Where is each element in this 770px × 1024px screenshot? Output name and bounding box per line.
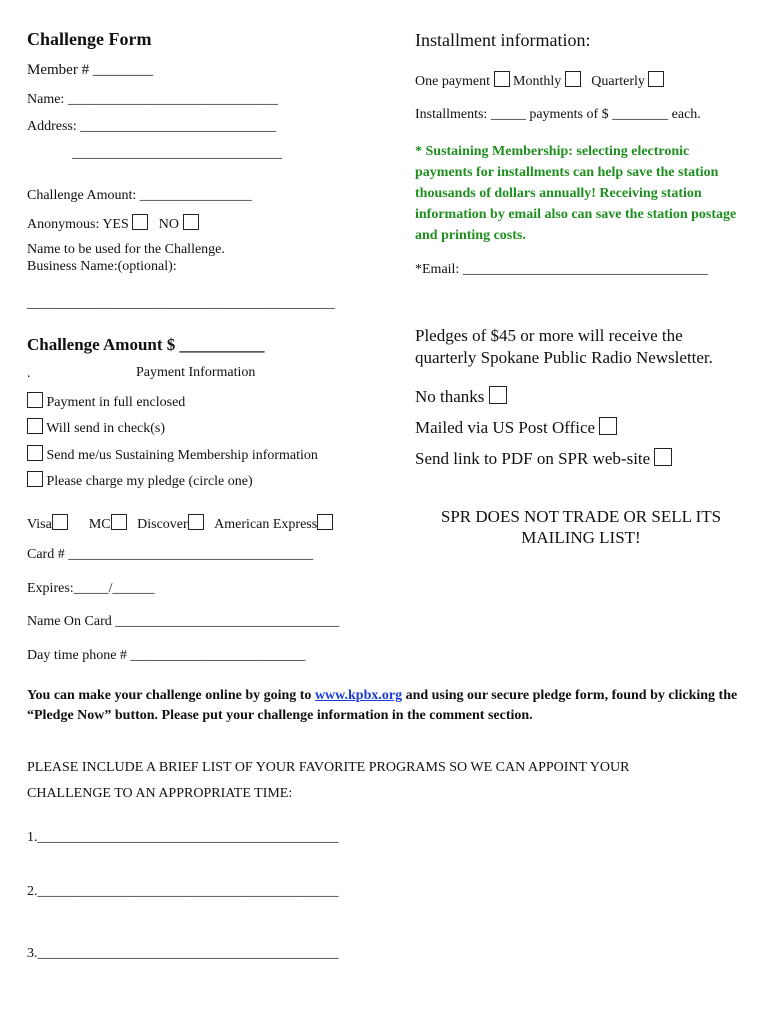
name-field[interactable]: Name: ______________________________: [27, 92, 278, 107]
sustaining-info-checkbox[interactable]: [27, 445, 43, 461]
anonymous-yes-checkbox[interactable]: [132, 214, 148, 230]
privacy-notice: SPR DOES NOT TRADE OR SELL ITS MAILING LIST!: [440, 507, 722, 547]
payment-option-label: Payment in full enclosed: [46, 395, 186, 410]
business-name-label: Business Name:(optional):: [27, 259, 177, 274]
quarterly-checkbox[interactable]: [648, 71, 664, 87]
charge-pledge-checkbox[interactable]: [27, 471, 43, 487]
payment-option: [27, 418, 165, 437]
programs-instruction-line2: CHALLENGE TO AN APPROPRIATE TIME:: [27, 786, 293, 801]
one-payment-label: One payment: [415, 74, 491, 89]
mailed-label: Mailed via US Post Office: [415, 418, 596, 437]
anonymous-yes-label: Anonymous: YES: [27, 217, 129, 232]
visa-checkbox[interactable]: [52, 514, 68, 530]
daytime-phone-field[interactable]: Day time phone # _________________________: [27, 648, 306, 663]
amex-label: American Express: [214, 517, 318, 532]
payment-option-label: Send me/us Sustaining Membership information: [46, 448, 318, 463]
discover-label: Discover: [137, 517, 188, 532]
payment-info-heading: Payment Information: [136, 365, 256, 380]
programs-instruction-line1: PLEASE INCLUDE A BRIEF LIST OF YOUR FAVORITE PROGRAMS SO WE CAN APPOINT YOUR: [27, 760, 630, 775]
send-link-row: [415, 448, 672, 469]
payment-option: [27, 471, 253, 490]
send-check-checkbox[interactable]: [27, 418, 43, 434]
payment-frequency-row: [415, 71, 664, 90]
name-used-label: Name to be used for the Challenge.: [27, 242, 225, 257]
business-name-line[interactable]: ____________________________________________: [27, 296, 335, 311]
anonymous-no-checkbox[interactable]: [183, 214, 199, 230]
mc-label: MC: [88, 517, 111, 532]
name-on-card-field[interactable]: Name On Card ________________________________: [27, 614, 340, 629]
payment-option: [27, 392, 185, 411]
online-challenge-note: [27, 686, 742, 726]
discover-checkbox[interactable]: [188, 514, 204, 530]
anonymous-no-label: NO: [158, 217, 180, 232]
expires-field[interactable]: Expires:_____/______: [27, 581, 155, 596]
installment-title: Installment information:: [415, 30, 591, 50]
monthly-label: Monthly: [513, 74, 562, 89]
payment-option: [27, 445, 318, 464]
program-line-3[interactable]: 3.___________________________________________: [27, 946, 339, 961]
challenge-amount-field[interactable]: Challenge Amount: ________________: [27, 188, 252, 203]
program-line-1[interactable]: 1.___________________________________________: [27, 830, 339, 845]
sustaining-membership-note: * Sustaining Membership: selecting electronic payments for installments can help save the station thousands of dollars annually! Receiving station information by email also can save the station postage and printing costs.: [415, 144, 737, 243]
monthly-checkbox[interactable]: [565, 71, 581, 87]
payment-option-label: Please charge my pledge (circle one): [46, 474, 253, 489]
no-thanks-label: No thanks: [415, 387, 485, 406]
payment-option-label: Will send in check(s): [46, 421, 166, 436]
send-link-label: Send link to PDF on SPR web-site: [415, 449, 651, 468]
payment-full-checkbox[interactable]: [27, 392, 43, 408]
address-field[interactable]: Address: ____________________________: [27, 119, 277, 134]
one-payment-checkbox[interactable]: [494, 71, 510, 87]
quarterly-label: Quarterly: [591, 74, 645, 89]
kpbx-link[interactable]: www.kpbx.org: [314, 688, 403, 703]
form-title: Challenge Form: [27, 29, 152, 49]
send-link-checkbox[interactable]: [654, 448, 672, 466]
dot-mark: .: [27, 366, 31, 381]
newsletter-info: Pledges of $45 or more will receive the quarterly Spokane Public Radio Newsletter.: [415, 326, 713, 367]
mailed-row: [415, 417, 617, 438]
card-type-row: [27, 514, 333, 533]
online-note-text: You can make your challenge online by going to: [27, 688, 315, 703]
program-line-2[interactable]: 2.___________________________________________: [27, 884, 339, 899]
challenge-amount-heading: Challenge Amount $ __________: [27, 335, 265, 354]
anonymous-row: [27, 214, 199, 233]
mc-checkbox[interactable]: [111, 514, 127, 530]
online-note-text-2: and using our secure pledge form, found by clicking the “Pledge Now” button. Please put your challenge information in the comment section.: [27, 688, 738, 723]
mailed-checkbox[interactable]: [599, 417, 617, 435]
installments-field[interactable]: Installments: _____ payments of $ ________ each.: [415, 107, 701, 122]
no-thanks-checkbox[interactable]: [489, 386, 507, 404]
no-thanks-row: [415, 386, 507, 407]
card-number-field[interactable]: Card # ___________________________________: [27, 547, 314, 562]
address-line-2[interactable]: ______________________________: [72, 146, 282, 161]
visa-label: Visa: [27, 517, 52, 532]
email-field[interactable]: *Email: ___________________________________: [415, 262, 708, 277]
member-number-field[interactable]: Member # ________: [27, 62, 153, 78]
amex-checkbox[interactable]: [317, 514, 333, 530]
